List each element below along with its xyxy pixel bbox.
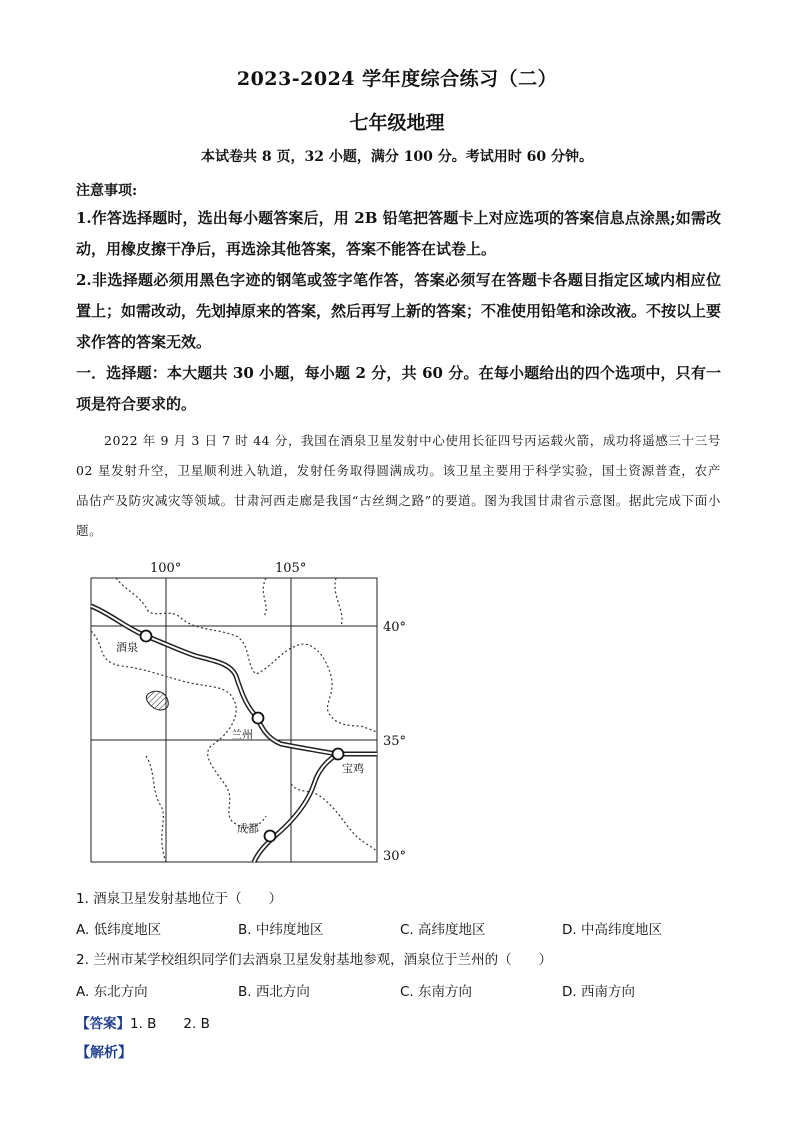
city-marker-lanzhou: [253, 713, 264, 724]
city-label-chengdu: 成都: [237, 822, 259, 835]
question-1-stem: 1. 酒泉卫星发射基地位于（ ）: [76, 891, 283, 907]
exam-info: 本试卷共 8 页，32 小题，满分 100 分。考试用时 60 分钟。: [200, 149, 594, 165]
lat-label-35: 35°: [383, 734, 407, 749]
answer-line: [76, 1012, 210, 1032]
question-1-option-a[interactable]: A. 低纬度地区: [76, 922, 162, 938]
answer-label: 【答案】: [76, 1016, 130, 1032]
lake: [146, 691, 168, 710]
notes-heading: 注意事项:: [76, 183, 138, 199]
question-2-option-b[interactable]: B. 西北方向: [238, 984, 310, 1000]
city-marker-jiuquan: [141, 631, 152, 642]
question-2-option-d[interactable]: D. 西南方向: [562, 984, 635, 1000]
question-material: 2022 年 9 月 3 日 7 时 44 分，我国在酒泉卫星发射中心使用长征四号丙运载火箭，成功将遥感三十三号 02 星发射升空，卫星顺利进入轨道，发射任务取得圆满成功。该卫星主要用于科学实验，国土资源普查，农产品估产及防灾减灾等领域。甘肃河西走廊是我国“古丝绸之路”的要道。图为我国甘肃省示意图。据此完成下面小题。: [76, 433, 721, 538]
gansu-map: [86, 556, 426, 872]
city-label-baoji: 宝鸡: [342, 762, 364, 775]
notes-item-1: 1.作答选择题时，选出每小题答案后，用 2B 铅笔把答题卡上对应选项的答案信息点涂黑;如需改动，用橡皮擦干净后，再选涂其他答案，答案不能答在试卷上。: [76, 209, 721, 258]
notes-item-2: 2.非选择题必须用黑色字迹的钢笔或签字笔作答，答案必须写在答题卡各题目指定区域内相应位置上；如需改动，先划掉原来的答案，然后再写上新的答案；不准使用铅笔和涂改液。不按以上要求作答的答案无效。: [76, 271, 722, 351]
city-label-lanzhou: 兰州: [231, 728, 253, 741]
section-heading: 一．选择题：本大题共 30 小题，每小题 2 分，共 60 分。在每小题给出的四个选项中，只有一项是符合要求的。: [76, 364, 721, 413]
analysis-label: 【解析】: [76, 1045, 132, 1061]
question-2-option-a[interactable]: A. 东北方向: [76, 984, 148, 1000]
lat-label-30: 30°: [383, 849, 407, 864]
question-1-option-d[interactable]: D. 中高纬度地区: [562, 922, 662, 938]
question-1-option-c[interactable]: C. 高纬度地区: [400, 922, 486, 938]
province-border: [91, 578, 377, 862]
railway-south: [254, 754, 338, 862]
lon-label-100: 100°: [150, 561, 182, 576]
city-label-jiuquan: 酒泉: [116, 641, 138, 654]
lon-label-105: 105°: [275, 561, 307, 576]
city-marker-chengdu: [265, 831, 276, 842]
question-2-option-c[interactable]: C. 东南方向: [400, 984, 473, 1000]
question-1-option-b[interactable]: B. 中纬度地区: [238, 922, 324, 938]
lat-label-40: 40°: [383, 620, 407, 635]
city-marker-baoji: [333, 749, 344, 760]
question-2-stem: 2. 兰州市某学校组织同学们去酒泉卫星发射基地参观，酒泉位于兰州的（ ）: [76, 952, 553, 968]
exam-title: 2023-2024 学年度综合练习（二）: [236, 68, 558, 90]
answer-text: 1. B 2. B: [130, 1016, 210, 1032]
exam-subtitle: 七年级地理: [349, 112, 445, 134]
